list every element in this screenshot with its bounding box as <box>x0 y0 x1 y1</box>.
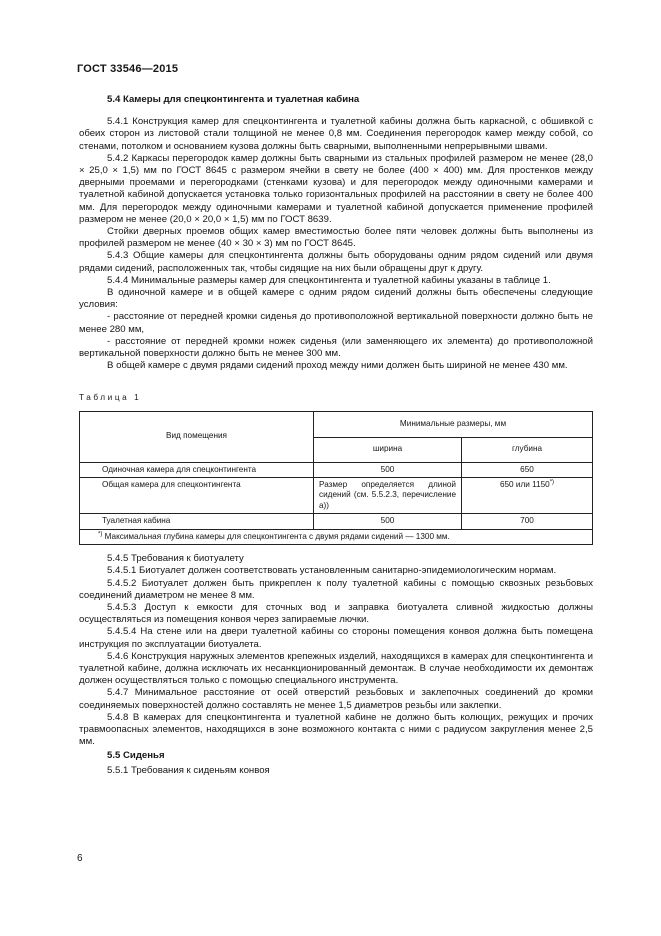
paragraph: 5.4.4 Минимальные размеры камер для спецконтингента и туалетной кабины указаны в таблице 1. <box>107 274 551 286</box>
document-header: ГОСТ 33546—2015 <box>77 63 179 75</box>
header-min-sizes: Минимальные размеры, мм <box>314 411 593 437</box>
room-name: Одиночная камера для спецконтингента <box>80 462 314 477</box>
room-depth-cell <box>462 478 593 514</box>
paragraph: 5.4.3 Общие камеры для спецконтингента должны быть оборудованы одним рядом сидений или двумя рядами сидений, расположенных так, чтобы сидящие на них были обращены друг к другу. <box>79 250 593 274</box>
room-name: Туалетная кабина <box>80 514 314 529</box>
paragraph: 5.4.5.4 На стене или на двери туалетной кабины со стороны помещения конвоя должна быть помещена инструкция по эксплуатации биотуалета. <box>79 626 593 650</box>
header-depth: глубина <box>462 437 593 462</box>
table-note-text: Максимальная глубина камеры для спецконтингента с двумя рядами сидений — 1300 мм. <box>104 531 450 541</box>
header-room-type: Вид помещения <box>80 411 314 462</box>
table-caption: Таблица 1 <box>79 393 142 403</box>
table-row <box>80 462 593 477</box>
table-row <box>80 478 593 514</box>
room-depth: 700 <box>462 514 593 529</box>
table-note-row <box>80 529 593 544</box>
table-1 <box>79 411 593 545</box>
paragraph: Стойки дверных проемов общих камер вместимостью более пяти человек должны быть выполнены из профилей размером не менее (40 × 30 × 3) мм по ГОСТ 8645. <box>79 226 593 250</box>
paragraph: 5.4.2 Каркасы перегородок камер должны быть сварными из стальных профилей размером не менее (28,0 × 25,0 × 1,5) мм по ГОСТ 8645 с размером ячейки в свету не более (400 × 400) мм. Для простенков между дверными проемами и перегородками (стенками кузова) и для перегородок между одиночными камерами и туалетной кабиной допускается установка только горизонтальных профилей на расстоянии в свету не более 400 мм. Для перегородок между одиночными камерами и туалетной кабиной допускается применение профилей размером не менее (20,0 × 20,0 × 1,5) мм по ГОСТ 8639. <box>79 152 593 225</box>
room-depth: 650 <box>462 462 593 477</box>
document-body <box>79 94 593 777</box>
paragraph: 5.4.5.3 Доступ к емкости для сточных вод и заправка биотуалета сливной жидкостью должны осуществляться из помещения конвоя через запираемые лючки. <box>79 601 593 626</box>
room-depth: 650 или 1150 <box>499 480 550 490</box>
table-note <box>80 529 593 544</box>
footnote-mark: *) <box>98 530 103 537</box>
paragraph: В одиночной камере и в общей камере с одним рядом сидений должны быть обеспечены следующие условия: <box>79 287 593 311</box>
paragraph: 5.4.5.1 Биотуалет должен соответствовать установленным санитарно-эпидемиологическим нормам. <box>107 565 557 577</box>
paragraph: 5.4.1 Конструкция камер для спецконтингента и туалетной кабины должна быть каркасной, с обшивкой с обеих сторон из листовой стали толщиной не менее 0,8 мм. Соединения перегородок камер между собой, со стенами, потолком и основанием кузова должны быть сварными, выполненными непрерывными швами. <box>79 116 593 152</box>
page-number: 6 <box>77 853 83 864</box>
room-width: Размер определяется длиной сидений (см. 5.5.2.3, перечисление а)) <box>314 478 462 514</box>
paragraph: 5.4.8 В камерах для спецконтингента и туалетной кабине не должно быть колющих, режущих и прочих травмоопасных элементов, находящихся в зоне возможного контакта с ними с радиусом закругления менее 2,5 мм. <box>79 711 593 748</box>
section-5-5-title: 5.5 Сиденья <box>107 750 165 762</box>
paragraph: 5.4.5 Требования к биотуалету <box>107 553 244 565</box>
table-row <box>80 514 593 529</box>
paragraph: 5.4.6 Конструкция наружных элементов крепежных изделий, находящихся в камерах для спецконтингента и туалетной кабине, должна исключать их несанкционированный демонтаж. В случае необходимости их демонтаж должен осуществляться только с помощью специального инструмента. <box>79 650 593 687</box>
paragraph: - расстояние от передней кромки ножек сиденья (или заменяющего их элемента) до противоположной вертикальной поверхности должно быть не менее 300 мм. <box>79 335 593 360</box>
paragraph: 5.4.7 Минимальное расстояние от осей отверстий резьбовых и заклепочных соединений до кромки соединяемых поверхностей должно составлять не менее 1,5 диаметров резьбы или заклепки. <box>79 687 593 711</box>
room-width: 500 <box>314 462 462 477</box>
footnote-mark: *) <box>549 479 555 486</box>
room-width: 500 <box>314 514 462 529</box>
header-width: ширина <box>314 437 462 462</box>
paragraph: 5.5.1 Требования к сиденьям конвоя <box>107 764 270 776</box>
room-name: Общая камера для спецконтингента <box>80 478 314 514</box>
section-5-4-title: 5.4 Камеры для спецконтингента и туалетная кабина <box>107 94 360 105</box>
paragraph: 5.4.5.2 Биотуалет должен быть прикреплен к полу туалетной кабины с помощью сквозных резьбовых соединений диаметром не менее 8 мм. <box>79 577 593 601</box>
paragraph: - расстояние от передней кромки сиденья до противоположной вертикальной поверхности должно быть не менее 280 мм, <box>79 311 593 335</box>
paragraph: В общей камере с двумя рядами сидений проход между ними должен быть шириной не менее 430 мм. <box>107 360 568 372</box>
